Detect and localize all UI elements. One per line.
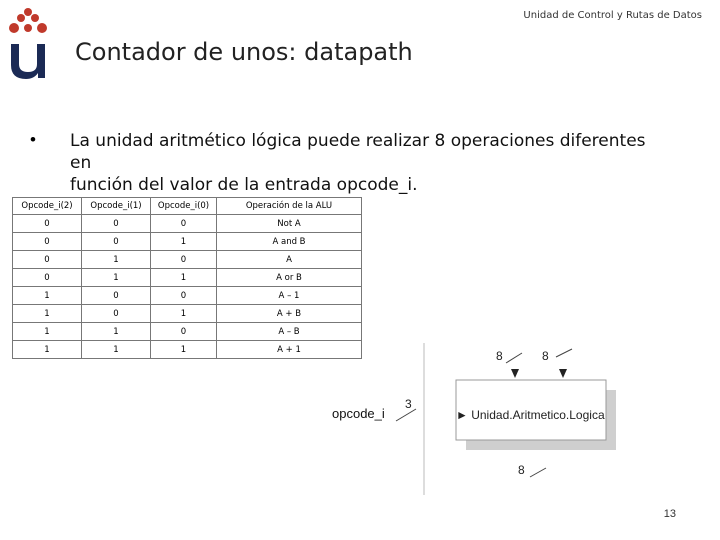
alu-block-diagram (320, 335, 640, 505)
table-row (13, 233, 362, 251)
column-header: Opcode_i(1) (82, 198, 151, 215)
table-cell: 0 (151, 287, 217, 305)
table-cell: A + B (217, 305, 362, 323)
table-row (13, 305, 362, 323)
bullet-line-1: La unidad aritmético lógica puede realizar 8 operaciones diferentes en (70, 131, 646, 173)
table-row (13, 269, 362, 287)
input-b-width: 8 (542, 349, 549, 363)
table-cell: Not A (217, 215, 362, 233)
table-cell: 1 (13, 341, 82, 359)
input-b-arrow-icon (559, 369, 567, 378)
input-a-bus-slash (506, 353, 522, 363)
table-cell: 1 (13, 305, 82, 323)
page-number: 13 (663, 508, 676, 520)
output-bus-slash (530, 468, 546, 477)
table-cell: A and B (217, 233, 362, 251)
table-row (13, 323, 362, 341)
table-row (13, 215, 362, 233)
table-cell: A (217, 251, 362, 269)
table-cell: A – B (217, 323, 362, 341)
table-cell: 0 (151, 323, 217, 341)
table-cell: A + 1 (217, 341, 362, 359)
table-cell: 1 (151, 305, 217, 323)
table-cell: 1 (151, 233, 217, 251)
table-header-row (13, 198, 362, 215)
table-row (13, 287, 362, 305)
table-cell: 1 (82, 341, 151, 359)
opcode-width: 3 (405, 397, 412, 411)
table-cell: A – 1 (217, 287, 362, 305)
alu-block-label: ► Unidad.Aritmetico.Logica (456, 408, 605, 422)
table-cell: 0 (151, 215, 217, 233)
column-header: Operación de la ALU (217, 198, 362, 215)
table-cell: 1 (82, 269, 151, 287)
table-row (13, 251, 362, 269)
table-cell: 1 (82, 251, 151, 269)
table-cell: 0 (82, 305, 151, 323)
slide-title: Contador de unos: datapath (75, 38, 413, 66)
operations-table (12, 197, 362, 359)
table-cell: 0 (13, 251, 82, 269)
table-cell: 0 (82, 287, 151, 305)
column-header: Opcode_i(0) (151, 198, 217, 215)
table-cell: 1 (151, 269, 217, 287)
input-a-width: 8 (496, 349, 503, 363)
table-cell: 0 (82, 233, 151, 251)
table-cell: 0 (13, 269, 82, 287)
column-header: Opcode_i(2) (13, 198, 82, 215)
output-width: 8 (518, 463, 525, 477)
table-row (13, 341, 362, 359)
university-logo (6, 6, 50, 80)
input-b-bus-slash (556, 349, 572, 357)
table-cell: 1 (151, 341, 217, 359)
bullet-text (70, 130, 670, 196)
table-cell: 1 (13, 323, 82, 341)
table-cell: 0 (13, 233, 82, 251)
section-title: Unidad de Control y Rutas de Datos (523, 10, 702, 21)
table-cell: 0 (13, 215, 82, 233)
opcode-label: opcode_i (332, 406, 385, 421)
table-cell: 1 (13, 287, 82, 305)
input-a-arrow-icon (511, 369, 519, 378)
table-cell: 1 (82, 323, 151, 341)
bullet-line-2: función del valor de la entrada opcode_i. (70, 175, 418, 195)
table-cell: 0 (151, 251, 217, 269)
table-cell: 0 (82, 215, 151, 233)
table-cell: A or B (217, 269, 362, 287)
bullet-icon: • (30, 130, 36, 149)
